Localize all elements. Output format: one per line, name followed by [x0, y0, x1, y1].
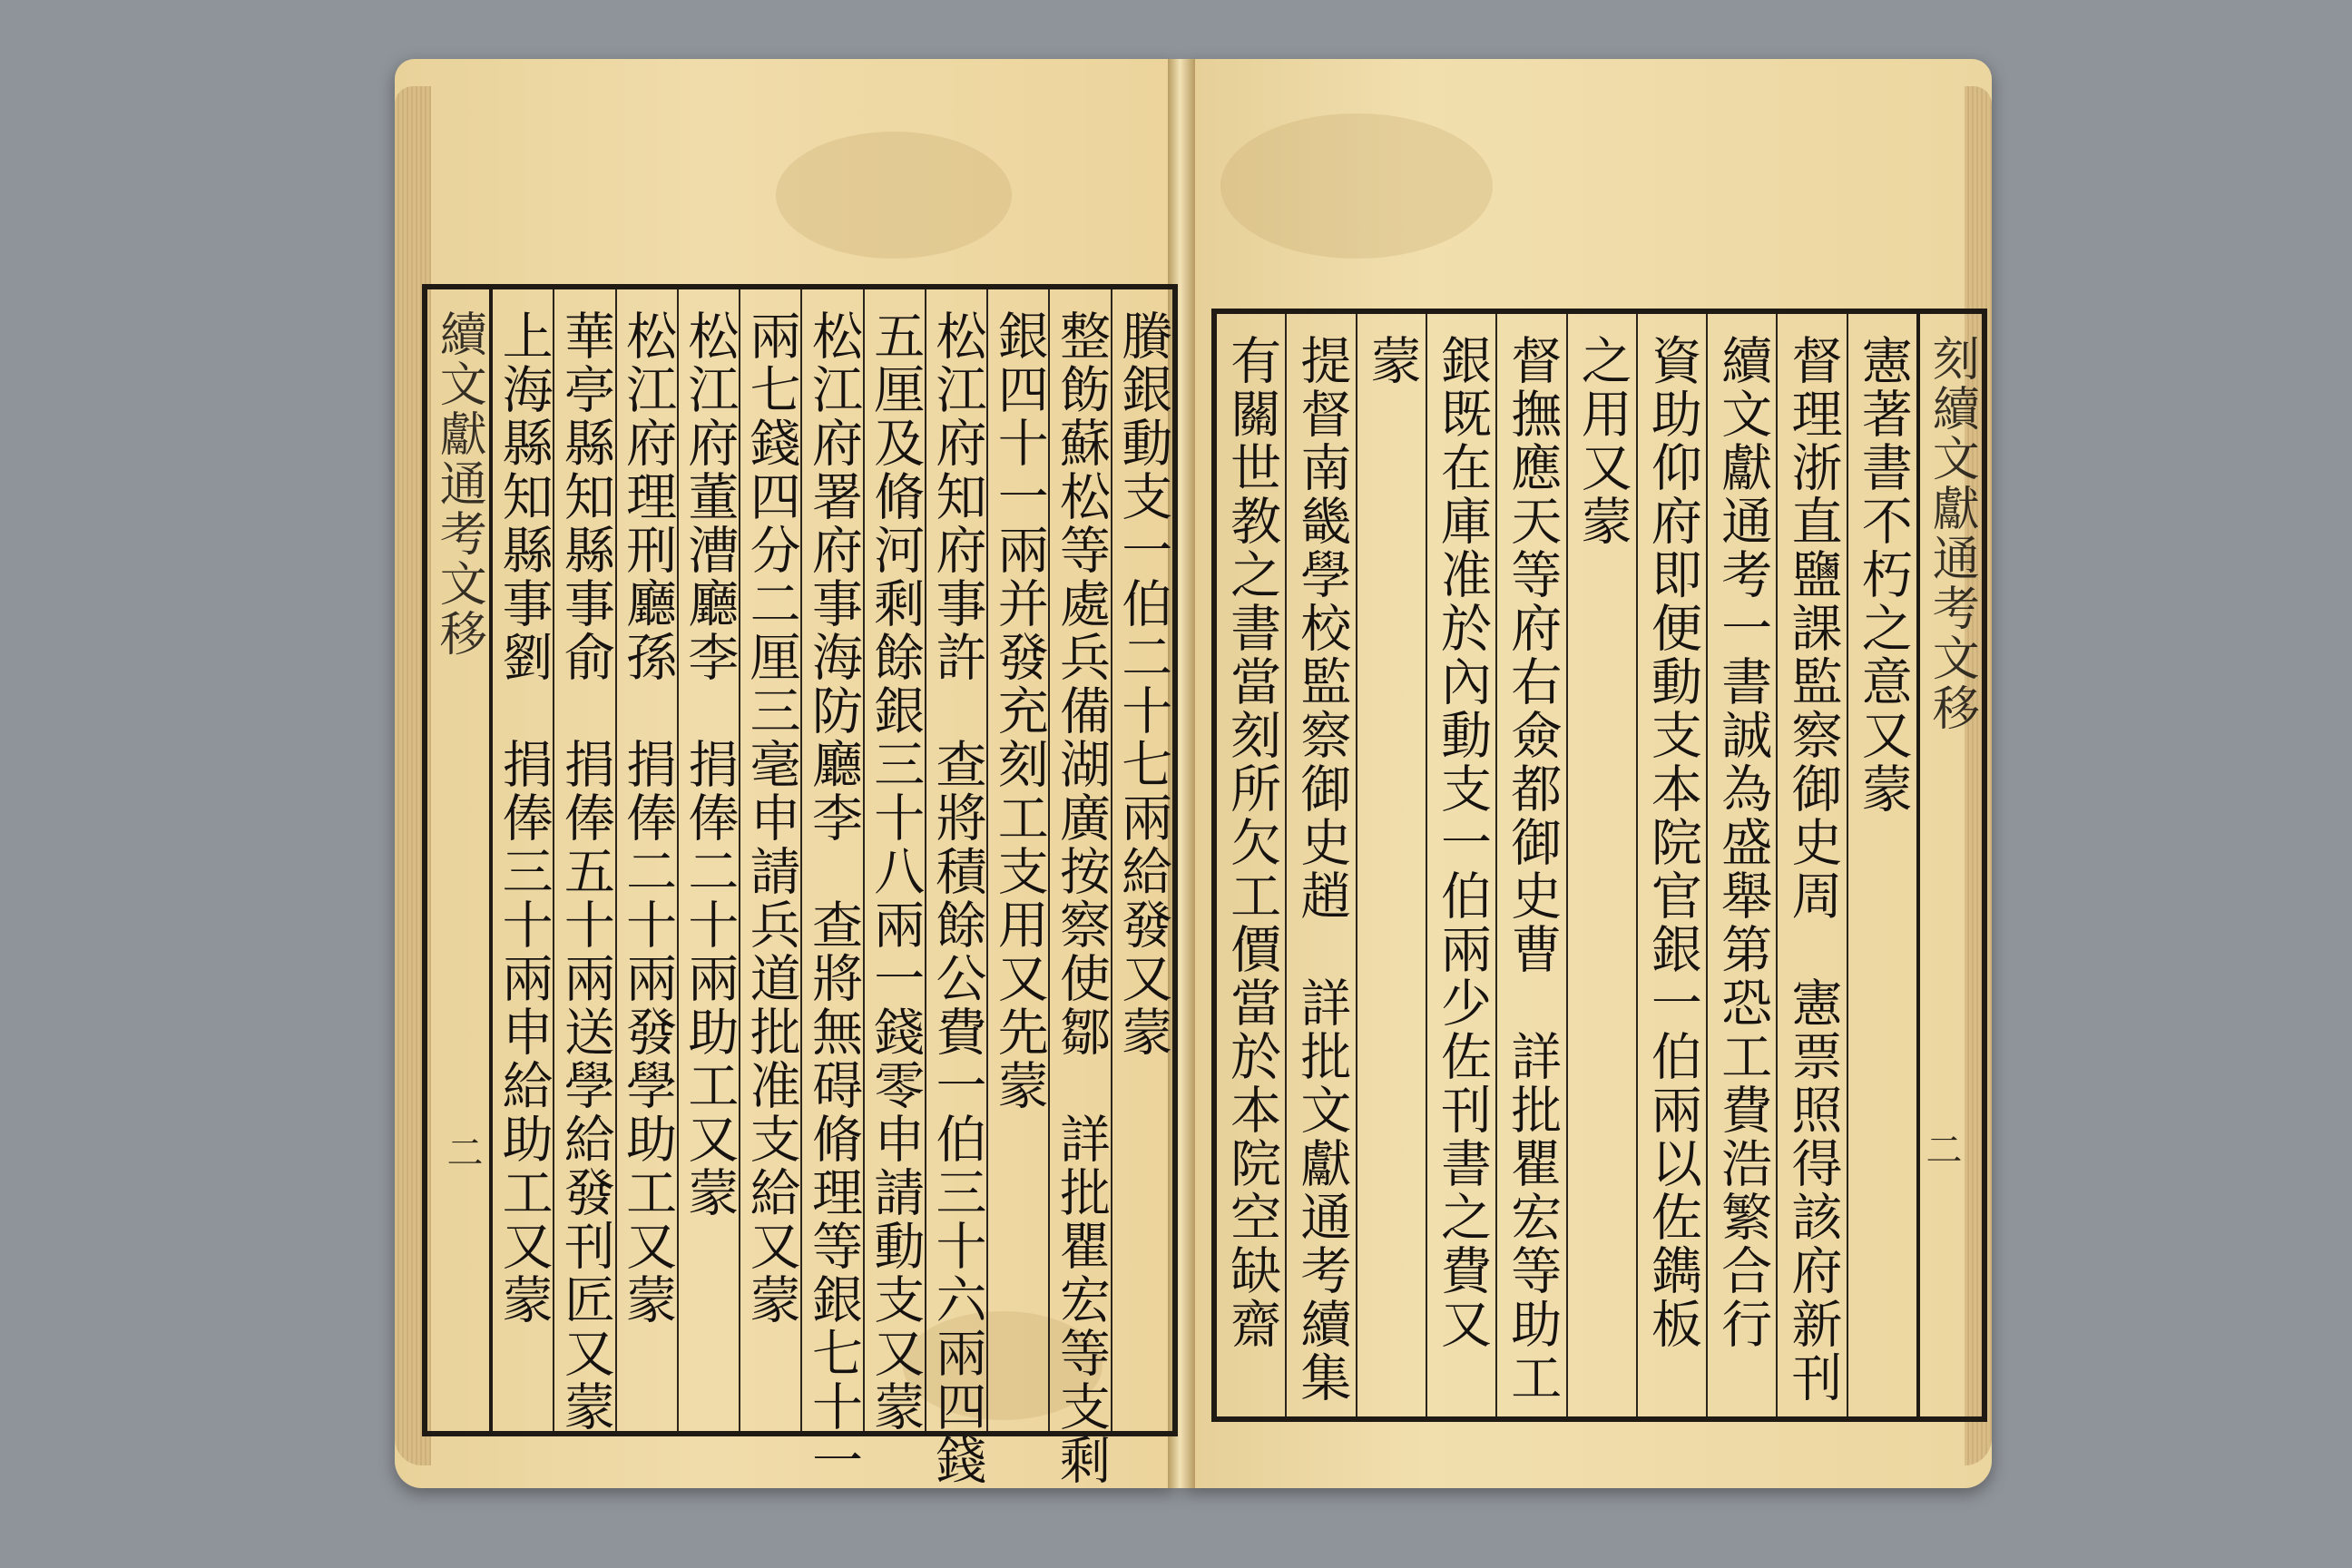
- column-text: 兩七錢四分二厘三毫申請兵道批准支給又蒙: [741, 309, 801, 1327]
- column-text: 松江府知府事許 查將積餘公費一伯三十六兩四錢: [927, 309, 987, 1487]
- column-text: 資助仰府即便動支本院官銀一伯兩以佐鐫板: [1642, 334, 1702, 1351]
- open-book: [377, 59, 2001, 1488]
- text-column: [493, 289, 553, 1431]
- text-column: [1776, 314, 1846, 1416]
- right-leaf-number: 二: [1920, 1131, 1962, 1167]
- right-spine-title: 刻續文獻通考文移: [1924, 334, 1979, 733]
- text-column: [615, 289, 677, 1431]
- text-column: [1706, 314, 1776, 1416]
- text-column: [986, 289, 1048, 1431]
- column-text: 五厘及脩河剩餘銀三十八兩一錢零申請動支又蒙: [866, 309, 926, 1434]
- text-column: [677, 289, 739, 1431]
- column-text: 賸銀動支一伯二十七兩給發又蒙: [1113, 309, 1173, 1059]
- text-column: [1566, 314, 1636, 1416]
- column-text: 松江府董漕廳李 捐俸二十兩助工又蒙: [680, 309, 740, 1220]
- column-text: 銀既在庫准於內動支一伯兩少佐刊書之費又: [1432, 334, 1492, 1351]
- column-text: 督理浙直鹽課監察御史周 憲票照得該府新刊: [1783, 334, 1843, 1405]
- column-text: 上海縣知縣事劉 捐俸三十兩申給助工又蒙: [494, 309, 554, 1327]
- column-text: 憲著書不朽之意又蒙: [1853, 334, 1913, 816]
- left-spine-column: [427, 289, 493, 1431]
- text-column: [1356, 314, 1426, 1416]
- text-column: [1636, 314, 1706, 1416]
- text-column: [1495, 314, 1565, 1416]
- column-text: 整飭蘇松等處兵備湖廣按察使鄒 詳批瞿宏等支剩: [1052, 309, 1111, 1487]
- left-text-frame: [422, 284, 1178, 1487]
- column-text: 督撫應天等府右僉都御史曹 詳批瞿宏等助工: [1503, 334, 1563, 1405]
- text-column: [863, 289, 926, 1434]
- left-text-columns: [493, 289, 1173, 1487]
- column-text: 有關世教之書當刻所欠工價當於本院空缺齋: [1222, 334, 1282, 1351]
- text-column: [1285, 314, 1355, 1416]
- column-text: 續文獻通考一書誠為盛舉第恐工費浩繁合行: [1713, 334, 1773, 1351]
- text-column: [1217, 314, 1285, 1416]
- left-spine-title: 續文獻通考文移: [431, 309, 486, 659]
- text-column: [553, 289, 615, 1434]
- left-leaf-number: 二: [441, 1133, 483, 1170]
- paper-stain: [1220, 113, 1493, 259]
- text-column: [739, 289, 800, 1431]
- column-text: 松江府理刑廳孫 捐俸二十兩發學助工又蒙: [618, 309, 678, 1327]
- column-text: 松江府署府事海防廳李 查將無碍脩理等銀七十一: [803, 309, 863, 1487]
- text-column: [1847, 314, 1916, 1416]
- text-column: [925, 289, 987, 1487]
- right-spine-column: [1916, 314, 1982, 1416]
- column-text: 提督南畿學校監察御史趙 詳批文獻通考續集: [1292, 334, 1352, 1405]
- text-column: [1111, 289, 1172, 1431]
- column-text: 華亭縣知縣事俞 捐俸五十兩送學給發刊匠又蒙: [555, 309, 615, 1434]
- column-text: 蒙: [1362, 334, 1422, 387]
- text-column: [1048, 289, 1111, 1487]
- column-text: 之用又蒙: [1573, 334, 1632, 548]
- column-text: 銀四十一兩并發充刻工支用又先蒙: [989, 309, 1049, 1112]
- right-text-frame: [1211, 309, 1987, 1422]
- right-text-columns: [1217, 314, 1916, 1416]
- paper-stain: [776, 132, 1012, 259]
- text-column: [800, 289, 863, 1487]
- text-column: [1426, 314, 1495, 1416]
